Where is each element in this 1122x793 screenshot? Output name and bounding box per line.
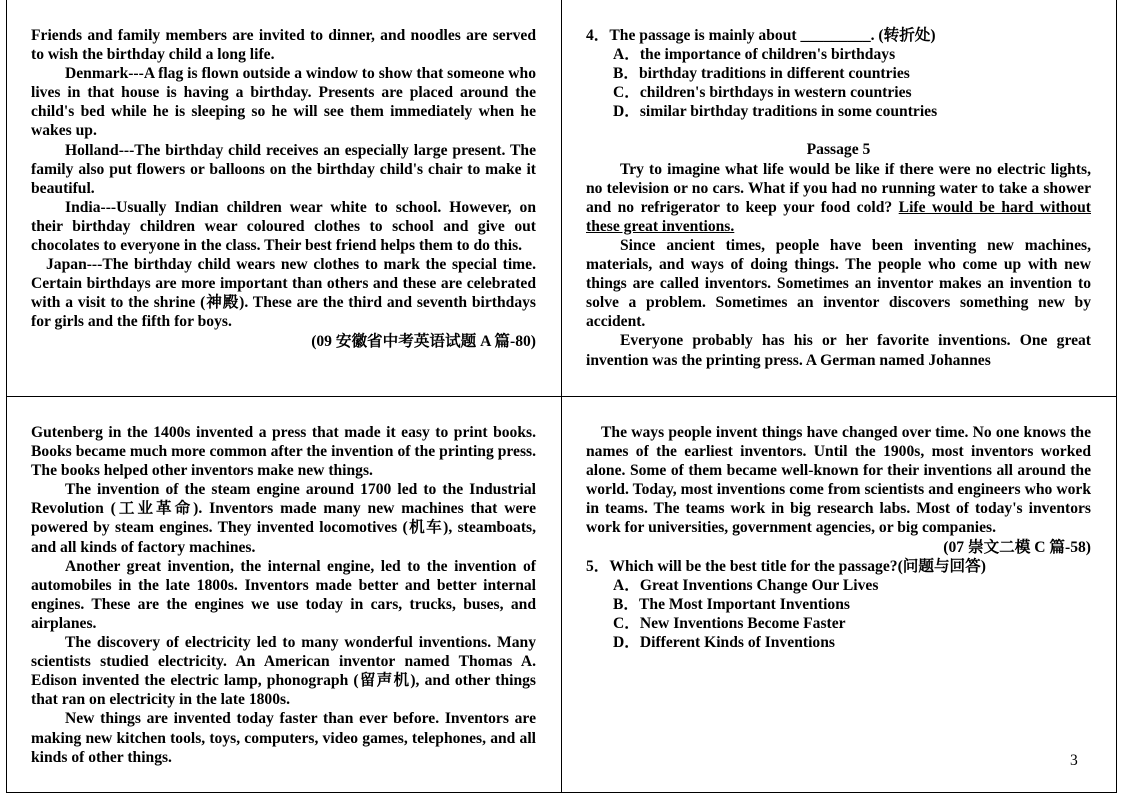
- question-4: 4．The passage is mainly about _________. (转折处): [586, 27, 936, 44]
- paragraph: The discovery of electricity led to many wonderful inventions. Many scientists studied electricity. An American inventor named Thomas A. Edison invented the electric lamp, phonograph (留声机), and other things that ran on electricity in the late 1800s.: [31, 634, 536, 709]
- question-4-option-d: D．similar birthday traditions in some countries: [613, 103, 938, 121]
- paragraph: Another great invention, the internal engine, led to the invention of automobiles in the late 1800s. Inventors made better and better internal engines. These are the engines we use today in cars, trucks, buses, and airplanes.: [31, 557, 536, 632]
- question-5-option-a: A．Great Inventions Change Our Lives: [613, 576, 879, 594]
- underlined-sentence: Life would be hard without these great inventions.: [586, 198, 1091, 235]
- horizontal-divider: [6, 396, 1117, 397]
- paragraph: The invention of the steam engine around 1700 led to the Industrial Revolution (工业革命). Inventors made many new machines that were powered by steam engines. They invented locomotives (机车), steamboats, and all kinds of factory machines.: [31, 481, 536, 556]
- paragraph-india: India---Usually Indian children wear white to school. However, on their birthday children wear coloured clothes to school and give out chocolates to everyone in the class. Their best friend helps them to do this.: [31, 198, 536, 255]
- cell-bottom-right: [586, 423, 1091, 652]
- paragraph: The ways people invent things have changed over time. No one knows the names of the earliest inventors. Until the 1900s, most inventors worked alone. Some of them became well-known for their inventions all around the world. Today, most inventions come from scientists and engineers who work in teams. The teams work in big research labs. Most of today's inventors work for universities, government agencies, or big companies.: [586, 424, 1091, 537]
- passage-title: Passage 5: [806, 141, 871, 159]
- paragraph: Gutenberg in the 1400s invented a press that made it easy to print books. Books became much more common after the invention of the printing press. The books helped other inventors make new things.: [31, 424, 536, 480]
- question-5-option-d: D．Different Kinds of Inventions: [613, 634, 835, 652]
- paragraph: Since ancient times, people have been inventing new machines, materials, and ways of doing things. The people who come up with new things are called inventors. Sometimes an inventor makes an invention to solve a problem. Sometimes an inventor discovers something new by accident.: [586, 236, 1091, 331]
- paragraph-japan: Japan---The birthday child wears new clothes to mark the special time. Certain birthdays are more important than others and these are celebrated with a visit to the shrine (神殿). These are the third and seventh birthdays for girls and the fifth for boys.: [31, 256, 536, 331]
- paragraph: Everyone probably has his or her favorite inventions. One great invention was the printing press. A German named Johannes: [586, 332, 1091, 369]
- paragraph-holland: Holland---The birthday child receives an especially large present. The family also put flowers or balloons on the birthday child's chair to make it beautiful.: [31, 141, 536, 197]
- paragraph-text: Try to imagine what life would be like if there were no electric lights, no television or no cars. What if you had no running water to take a shower and no refrigerator to keep your food cold?: [586, 160, 1091, 216]
- question-4-option-a: A．the importance of children's birthdays: [613, 46, 896, 64]
- paragraph: Friends and family members are invited to dinner, and noodles are served to wish the birthday child a long life.: [31, 27, 536, 64]
- paragraph: New things are invented today faster than ever before. Inventors are making new kitchen tools, toys, computers, video games, telephones, and all kinds of other things.: [31, 710, 536, 766]
- cell-top-right: [586, 26, 1091, 370]
- source-note: (09 安徽省中考英语试题 A 篇-80): [311, 332, 536, 350]
- cell-bottom-left: [31, 423, 536, 767]
- question-5-option-b: B．The Most Important Inventions: [613, 595, 850, 613]
- page-number: 3: [1070, 752, 1078, 769]
- cell-top-left: [31, 26, 536, 351]
- question-4-option-b: B．birthday traditions in different countries: [613, 65, 910, 83]
- question-5: 5．Which will be the best title for the passage?(问题与回答): [586, 557, 986, 575]
- question-4-option-c: C．children's birthdays in western countries: [613, 84, 912, 102]
- question-5-option-c: C．New Inventions Become Faster: [613, 614, 846, 632]
- source-note: (07 崇文二模 C 篇-58): [943, 538, 1091, 556]
- paragraph-denmark: Denmark---A flag is flown outside a window to show that someone who lives in that house is having a birthday. Presents are placed around the child's bed while he is sleeping so he will see them immediately when he wakes up.: [31, 65, 536, 140]
- paragraph: [586, 160, 1091, 236]
